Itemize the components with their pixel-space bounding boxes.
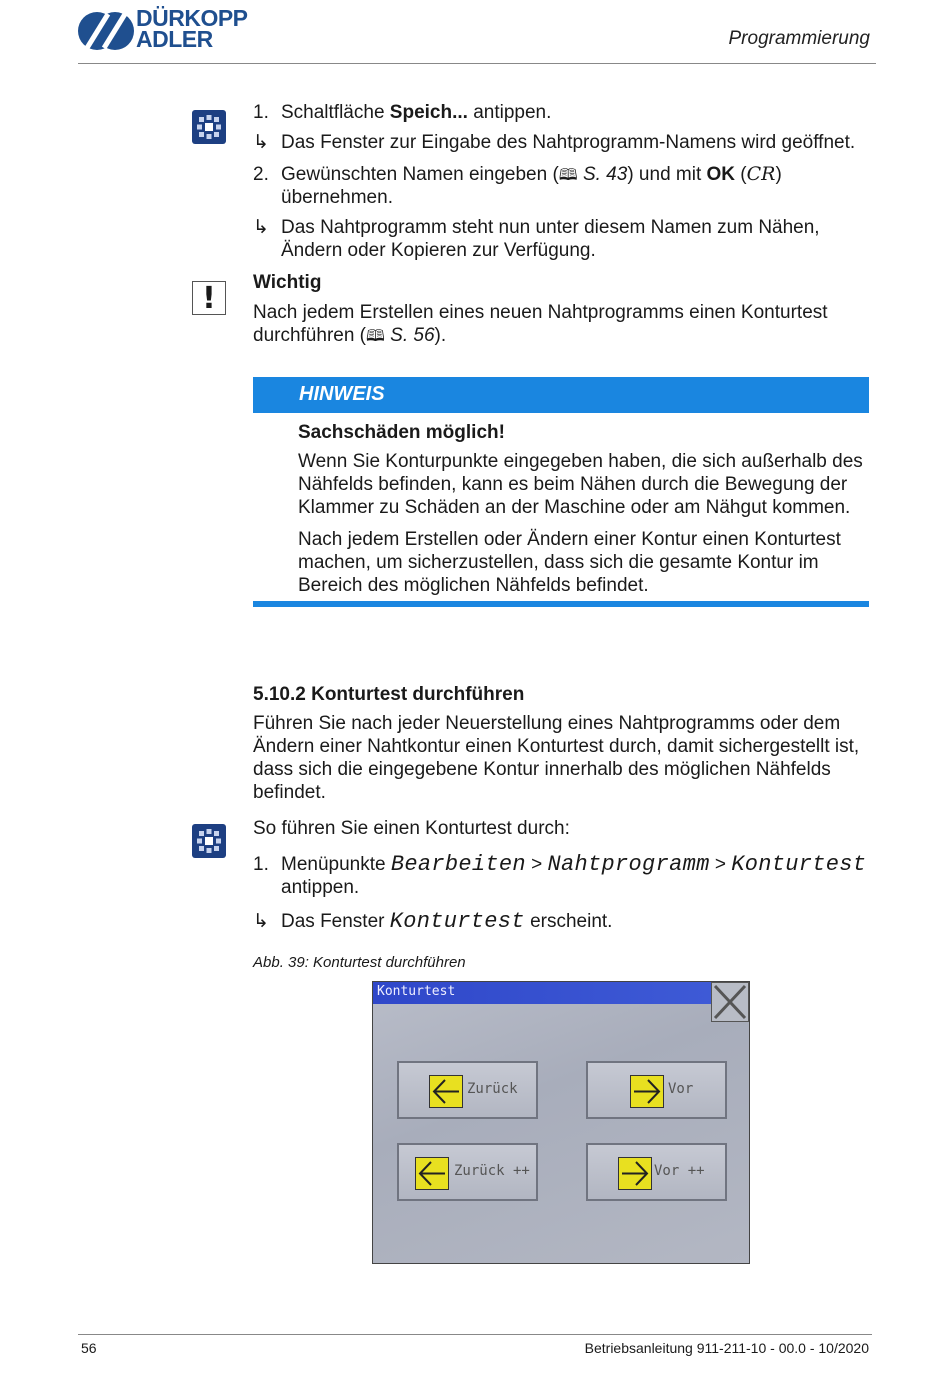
section-step-1 bbox=[253, 853, 866, 899]
step-number: 1. bbox=[253, 102, 269, 123]
section-heading: 5.10.2 Konturtest durchführen bbox=[253, 684, 525, 705]
back-fast-button[interactable] bbox=[397, 1143, 538, 1201]
important-title: Wichtig bbox=[253, 272, 322, 293]
result-arrow-icon: ↳ bbox=[253, 911, 269, 932]
header-section-title: Programmierung bbox=[728, 28, 870, 49]
result-1 bbox=[253, 131, 855, 154]
result-text-end: erscheint. bbox=[524, 911, 613, 932]
important-line-2-end: ). bbox=[434, 325, 447, 346]
arrow-left-icon bbox=[429, 1075, 463, 1108]
procedure-intro: So führen Sie einen Konturtest durch: bbox=[253, 818, 570, 839]
header-divider bbox=[78, 63, 876, 64]
step-text-mid: ) und mit bbox=[627, 164, 707, 185]
notice-banner bbox=[253, 377, 869, 413]
step-text: Menüpunkte bbox=[281, 854, 391, 875]
notice-p1-line: Wenn Sie Konturpunkte eingegeben haben, die sich außerhalb des bbox=[298, 451, 863, 472]
konturtest-screenshot bbox=[372, 981, 750, 1264]
brand-logo bbox=[78, 6, 268, 56]
notice-heading: Sachschäden möglich! bbox=[298, 422, 505, 443]
section-paragraph bbox=[253, 712, 859, 804]
page-reference[interactable]: S. 43 bbox=[582, 164, 628, 185]
figure-caption: Abb. 39: Konturtest durchführen bbox=[253, 954, 466, 971]
step-1 bbox=[253, 101, 551, 124]
step-text-line2: antippen. bbox=[281, 877, 360, 898]
book-icon: 🕮 bbox=[558, 165, 578, 184]
logo-line-2: ADLER bbox=[136, 26, 213, 52]
step-2 bbox=[253, 163, 782, 209]
notice-p1-line: Klammer zu Schäden an der Maschine oder am Nähgut kommen. bbox=[298, 497, 851, 518]
operation-icon bbox=[192, 824, 226, 858]
menu-item-nahtprogramm: Nahtprogramm bbox=[547, 852, 710, 877]
book-icon: 🕮 bbox=[366, 326, 385, 345]
forward-button[interactable] bbox=[586, 1061, 727, 1119]
button-name: Speich... bbox=[389, 102, 468, 123]
notice-p2-line: Nach jedem Erstellen oder Ändern einer Kontur einen Konturtest bbox=[298, 529, 841, 550]
window-name: Konturtest bbox=[389, 909, 525, 934]
step-number: 1. bbox=[253, 854, 269, 875]
page-number: 56 bbox=[81, 1340, 97, 1356]
step-text-line2: übernehmen. bbox=[281, 187, 393, 208]
menu-separator: > bbox=[525, 854, 548, 875]
notice-p2-line: Bereich des möglichen Nähfelds befindet. bbox=[298, 575, 649, 596]
result-arrow-icon: ↳ bbox=[253, 217, 269, 238]
logo-line-1: DÜRKOPP bbox=[136, 5, 248, 31]
important-line-1: Nach jedem Erstellen eines neuen Nahtprogramms einen Konturtest bbox=[253, 302, 828, 323]
operation-icon bbox=[192, 110, 226, 144]
footer-divider bbox=[78, 1334, 872, 1335]
notice-p1-line: Nähfelds befinden, kann es beim Nähen durch die Bewegung der bbox=[298, 474, 848, 495]
step-text-end: antippen. bbox=[467, 102, 552, 123]
step-text: Gewünschten Namen eingeben ( bbox=[281, 164, 559, 185]
button-name-ok: OK bbox=[706, 164, 736, 185]
result-arrow-icon: ↳ bbox=[253, 132, 269, 153]
forward-button-label: Vor bbox=[668, 1081, 694, 1097]
step-text: Schaltfläche bbox=[281, 102, 390, 123]
menu-item-konturtest: Konturtest bbox=[731, 852, 867, 877]
arrow-right-icon bbox=[618, 1157, 652, 1190]
notice-paragraph-2 bbox=[298, 528, 841, 597]
document-reference: Betriebsanleitung 911-211-10 - 00.0 - 10/2020 bbox=[584, 1340, 869, 1356]
window-title: Konturtest bbox=[377, 984, 456, 999]
forward-fast-button[interactable] bbox=[586, 1143, 727, 1201]
arrow-left-icon bbox=[415, 1157, 449, 1190]
back-button-label: Zurück bbox=[467, 1081, 518, 1097]
paren-open: ( bbox=[735, 164, 747, 185]
window-titlebar bbox=[373, 982, 713, 1004]
result-2 bbox=[253, 216, 820, 262]
section-p-line: Führen Sie nach jeder Neuerstellung eines Nahtprogramms oder dem bbox=[253, 713, 841, 734]
notice-label: HINWEIS bbox=[299, 383, 385, 405]
close-icon[interactable] bbox=[711, 982, 749, 1022]
menu-separator: > bbox=[709, 854, 732, 875]
notice-bottom-line bbox=[253, 601, 869, 607]
back-fast-button-label: Zurück ++ bbox=[454, 1163, 530, 1179]
result-text-l2: Ändern oder Kopieren zur Verfügung. bbox=[281, 240, 596, 261]
notice-p2-line: machen, um sicherzustellen, dass sich die gesamte Kontur im bbox=[298, 552, 819, 573]
step-number: 2. bbox=[253, 164, 269, 185]
result-text-l1: Das Nahtprogramm steht nun unter diesem Namen zum Nähen, bbox=[281, 217, 820, 238]
page-reference[interactable]: S. 56 bbox=[390, 325, 435, 346]
section-p-line: befindet. bbox=[253, 782, 326, 803]
result-text: Das Fenster zur Eingabe des Nahtprogramm-Namens wird geöffnet. bbox=[281, 132, 856, 153]
notice-paragraph-1 bbox=[298, 450, 863, 519]
paren-close: ) bbox=[775, 164, 782, 185]
section-p-line: dass sich die eingegebene Kontur innerhalb des möglichen Nähfelds bbox=[253, 759, 831, 780]
important-text bbox=[253, 301, 828, 347]
menu-item-bearbeiten: Bearbeiten bbox=[390, 852, 526, 877]
exclamation-icon: ! bbox=[192, 281, 226, 315]
important-line-2: durchführen ( bbox=[253, 325, 367, 346]
logo-mark-icon bbox=[78, 8, 134, 54]
code-name: CR bbox=[746, 163, 776, 185]
forward-fast-button-label: Vor ++ bbox=[654, 1163, 705, 1179]
section-result-1 bbox=[253, 910, 612, 933]
result-text: Das Fenster bbox=[281, 911, 390, 932]
section-p-line: Ändern einer Nahtkontur einen Konturtest durch, damit sichergestellt ist, bbox=[253, 736, 860, 757]
arrow-right-icon bbox=[630, 1075, 664, 1108]
back-button[interactable] bbox=[397, 1061, 538, 1119]
